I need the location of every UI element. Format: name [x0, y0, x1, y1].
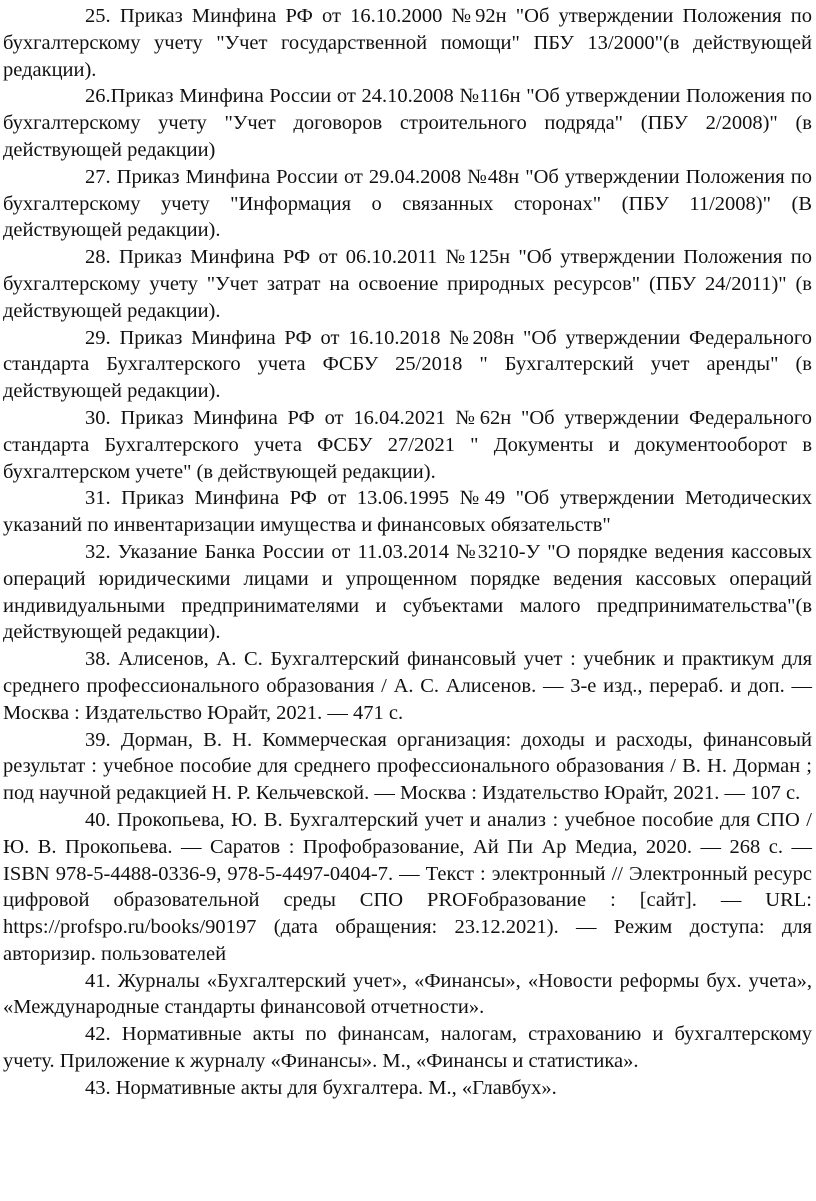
reference-number: 26.: [85, 85, 111, 108]
reference-item-25: [3, 3, 812, 83]
reference-number: 32.: [85, 540, 111, 563]
reference-number: 42.: [85, 1023, 111, 1046]
reference-number: 27.: [85, 165, 111, 188]
reference-item-32: [3, 539, 812, 646]
reference-number: 29.: [85, 326, 111, 349]
reference-text: Нормативные акты по финансам, налогам, страхованию и бухгалтерскому учету. Приложение к журналу «Финансы». М., «Финансы и статистика».: [3, 1023, 813, 1073]
reference-item-30: [3, 405, 812, 485]
reference-number: 40.: [85, 808, 111, 831]
reference-item-43: [3, 1075, 812, 1102]
reference-item-39: [3, 727, 812, 807]
reference-text: Дорман, В. Н. Коммерческая организация: доходы и расходы, финансовый результат : учебное пособие для среднего профессионального образования / В. Н. Дорман ; под научной редакцией Н. Р. Кельчевской. — Москва : Издательство Юрайт, 2021. — 107 с.: [3, 728, 813, 805]
reference-text: Нормативные акты для бухгалтера. М., «Главбух».: [115, 1076, 557, 1099]
reference-text: Прокопьева, Ю. В. Бухгалтерский учет и анализ : учебное пособие для СПО / Ю. В. Прокопьева. — Саратов : Профобразование, Ай Пи Ар Медиа, 2020. — 268 c. — ISBN 978-5-4488-0336-9, 978-5-4497-0404-7. — Текст : электронный // Электронный ресурс цифровой образовательной среды СПО PROFобразование : [сайт]. — URL: https://profspo.ru/books/90197 (дата обращения: 23.12.2021). — Режим доступа: для авторизир. пользователей: [3, 808, 812, 965]
reference-number: 31.: [85, 487, 111, 510]
reference-number: 30.: [85, 406, 111, 429]
reference-text: Приказ Минфина России от 24.10.2008 №116н "Об утверждении Положения по бухгалтерскому учету "Учет договоров строительного подряда" (ПБУ 2/2008)" (в действующей редакции): [3, 85, 812, 161]
reference-item-27: [3, 164, 812, 244]
reference-item-38: [3, 646, 812, 726]
reference-text: Приказ Минфина России от 29.04.2008 №48н "Об утверждении Положения по бухгалтерскому учету "Информация о связанных сторонах" (ПБУ 11/2008)" (В действующей редакции).: [3, 165, 812, 242]
reference-item-31: [3, 485, 812, 539]
reference-number: 25.: [85, 5, 111, 27]
reference-number: 43.: [85, 1076, 111, 1099]
reference-number: 28.: [85, 246, 111, 269]
reference-item-41: [3, 968, 812, 1022]
reference-text: Алисенов, А. С. Бухгалтерский финансовый учет : учебник и практикум для среднего профессионального образования / А. С. Алисенов. — 3-е изд., перераб. и доп. — Москва : Издательство Юрайт, 2021. — 471 с.: [3, 648, 812, 724]
reference-item-42: [3, 1021, 812, 1075]
reference-text: Приказ Минфина РФ от 13.06.1995 №49 "Об утверждении Методических указаний по инвентаризации имущества и финансовых обязательств": [3, 487, 812, 537]
reference-text: Приказ Минфина РФ от 16.10.2018 №208н "Об утверждении Федерального стандарта Бухгалтерского учета ФСБУ 25/2018 " Бухгалтерский учет аренды" (в действующей редакции).: [3, 326, 813, 403]
reference-number: 39.: [85, 728, 111, 751]
reference-item-29: [3, 325, 812, 405]
reference-item-28: [3, 244, 812, 324]
reference-item-26: [3, 83, 812, 163]
reference-text: Приказ Минфина РФ от 16.04.2021 №62н "Об утверждении Федерального стандарта Бухгалтерского учета ФСБУ 27/2021 " Документы и документооборот в бухгалтерском учете" (в действующей редакции).: [3, 406, 813, 483]
reference-text: Приказ Минфина РФ от 06.10.2011 №125н "Об утверждении Положения по бухгалтерскому учету "Учет затрат на освоение природных ресурсов" (ПБУ 24/2011)" (в действующей редакции).: [3, 246, 813, 322]
reference-text: Указание Банка России от 11.03.2014 №3210-У "О порядке ведения кассовых операций юридическими лицами и упрощенном порядке ведения кассовых операций индивидуальными предпринимателями и субъектами малого предпринимательства"(в действующей редакции).: [3, 540, 812, 644]
reference-number: 38.: [85, 648, 111, 671]
reference-number: 41.: [85, 969, 111, 992]
reference-text: Журналы «Бухгалтерский учет», «Финансы», «Новости реформы бух. учета», «Международные стандарты финансовой отчетности».: [3, 969, 812, 1019]
reference-text: Приказ Минфина РФ от 16.10.2000 №92н "Об утверждении Положения по бухгалтерскому учету "Учет государственной помощи" ПБУ 13/2000"(в действующей редакции).: [3, 5, 812, 81]
reference-item-40: [3, 807, 812, 968]
